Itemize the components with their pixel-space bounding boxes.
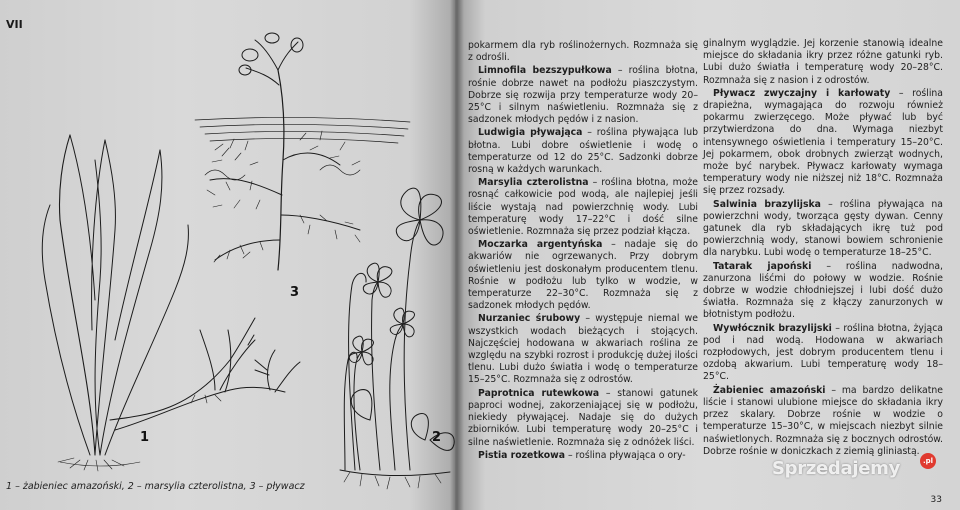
- entry: Salwinia brazylijska – roślina pływająca na powierzchni wody, tworząca gęsty dywan. Cenny gatunek dla ryb składających ikrę tuż pod powierzchnią wody, stanowi bowiem schronienie dla narybku. Lubi wodę o temperaturze 18–25°C.: [703, 198, 943, 259]
- entry: Moczarka argentyńska – nadaje się do akwariów nie ogrzewanych. Przy dobrym oświetleniu jest doskonałym producentem tlenu. Rośnie w podłożu lub tylko w wodzie, w temperaturze 22–30°C. Rozmnaża się z sadzonek młodych pędów.: [468, 239, 698, 312]
- figure-number-1: 1: [140, 430, 150, 445]
- entry: Wywłócznik brazylijski – roślina błotna, żyjąca pod i nad wodą. Hodowana w akwariach rozpłodowych, jest dobrym producentem tlenu i ozdobą akwarium. Lubi temperaturę wody 18–25°C.: [703, 322, 944, 383]
- entry: Paprotnica rutewkowa – stanowi gatunek paproci wodnej, zakorzeniającej się w podłożu, niekiedy pływającej. Nadaje się do dużych zbiorników. Lubi temperaturę wody 20–25°C i silne naświetlenie. Rozmnaża się z odnóżek liści.: [468, 387, 698, 448]
- figure-number-3: 3: [290, 285, 300, 300]
- plate-label: VII: [6, 18, 23, 31]
- figure-number-2: 2: [432, 430, 442, 445]
- watermark-text: Sprzedajemy: [772, 458, 901, 479]
- entry: Pistia rozetkowa – roślina pływająca o ory-: [478, 449, 686, 461]
- left-page: [0, 0, 455, 510]
- entry: ginalnym wyglądzie. Jej korzenie stanowią idealne miejsce do składania ikry przez różne gatunki ryb. Lubi dużo światła i temperaturę wody 20–28°C. Rozmnaża się z nasion i z odrostów.: [703, 38, 943, 86]
- page-number: 33: [930, 495, 942, 505]
- watermark-badge: .pl: [920, 453, 936, 469]
- entry: Żabieniec amazoński – ma bardzo delikatne liście i stanowi ulubione miejsce do składania ikry przez skalary. Dobrze rośnie w wodzie o temperaturze 15–30°C, w miejscach niezbyt silnie naświetlonych. Rozmnaża się z bocznych odrostów. Dobrze rośnie w doniczkach z ziemią gliniastą.: [703, 384, 943, 457]
- entry: Tatarak japoński – roślina nadwodna, zanurzona liśćmi do połowy w wodzie. Rośnie dobrze w wodzie chłodniejszej i lubi dość dużo światła. Rozmnaża się z kłączy zanurzonych w błotnistym podłożu.: [703, 260, 943, 321]
- entry: Limnofila bezszypułkowa – roślina błotna, rośnie dobrze nawet na podłożu piaszczystym. Dobrze się rozwija przy temperaturze wody 20–25°C i silnym naświetleniu. Rozmnaża się z sadzonek młodych pędów i z nasion.: [468, 65, 698, 126]
- plant-illustration: [0, 0, 455, 510]
- entry: pokarmem dla ryb roślinożernych. Rozmnaża się z odrośli.: [468, 40, 698, 64]
- book-gutter: [450, 0, 464, 510]
- watermark-logo: [772, 450, 942, 482]
- water-surface-lines: [195, 117, 410, 143]
- entry: Marsylia czterolistna – roślina błotna, może rosnąć całkowicie pod wodą, ale najlepiej jeśli liście wystają nad powierzchnię wody. Lubi temperaturę wody 17–22°C i dość silne oświetlenie. Rozmnaża się przez podział kłącza.: [468, 177, 699, 238]
- text-column-1: [468, 40, 698, 463]
- text-column-2: [703, 38, 943, 459]
- figure-caption: 1 – żabieniec amazoński, 2 – marsylia czterolistna, 3 – pływacz: [6, 481, 305, 492]
- entry: Ludwigia pływająca – roślina pływająca lub błotna. Lubi dobre oświetlenie i wodę o temperaturze od 12 do 25°C. Sadzonki dobrze rosną w każdych warunkach.: [468, 127, 699, 176]
- entry: Nurzaniec śrubowy – występuje niemal we wszystkich wodach bieżących i stojących. Najczęściej hodowana w akwariach roślina ze względu na szybki rozrost i produkcję dużej ilości tlenu. Lubi dużo światła i wodę o temperaturze 15–25°C. Rozmnaża się z odrostów.: [468, 313, 698, 386]
- entry: Pływacz zwyczajny i karłowaty – roślina drapieżna, wymagająca do rozwoju również pokarmu zwierzęcego. Może pływać lub być przytwierdzona do dna. Wymaga niezbyt intensywnego oświetlenia i temperatury 15–20°C. Jej pokarmem, obok drobnych zwierząt wodnych, może być narybek. Pływacz karłowaty wymaga temperatury wody nie niższej niż 18°C. Rozmnaża się przez rozsady.: [703, 87, 943, 197]
